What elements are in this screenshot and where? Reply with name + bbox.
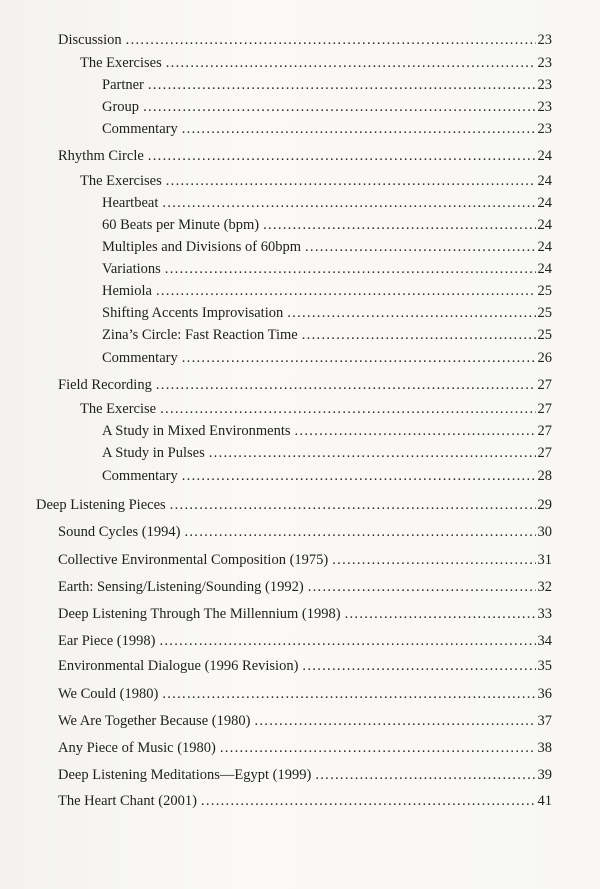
toc-entry-title: The Exercises (80, 55, 162, 71)
toc-entry-we-are-together (58, 711, 552, 731)
toc-entry-title: Deep Listening Meditations—Egypt (1999) (58, 767, 312, 783)
toc-entry-page: 39 (537, 767, 552, 783)
toc-entry-page: 28 (537, 468, 552, 484)
toc-entry-page: 29 (537, 497, 552, 513)
toc-entry-title: Rhythm Circle (58, 148, 144, 164)
toc-entry-page: 27 (537, 377, 552, 393)
toc-leader (184, 522, 535, 542)
toc-leader (143, 97, 535, 117)
toc-entry-title: A Study in Pulses (102, 445, 205, 461)
toc-entry-title: The Heart Chant (2001) (58, 793, 197, 809)
toc-entry-variations (102, 259, 552, 279)
toc-entry-page: 24 (537, 261, 552, 277)
toc-entry-deep-listening-pieces (36, 495, 552, 515)
toc-entry-title: Any Piece of Music (1980) (58, 740, 216, 756)
toc-entry-title: Shifting Accents Improvisation (102, 305, 284, 321)
toc-entry-page: 37 (537, 713, 552, 729)
toc-entry-page: 41 (537, 793, 552, 809)
toc-entry-title: Zina’s Circle: Fast Reaction Time (102, 327, 298, 343)
toc-entry-title: Commentary (102, 121, 178, 137)
toc-entry-page: 38 (537, 740, 552, 756)
toc-leader (182, 348, 536, 368)
toc-entry-page: 25 (537, 283, 552, 299)
toc-leader (295, 421, 536, 441)
toc-entry-page: 23 (537, 32, 552, 48)
toc-entry-page: 24 (537, 217, 552, 233)
toc-entry-page: 23 (537, 77, 552, 93)
toc-leader (287, 303, 535, 323)
toc-entry-environmental-dialogue (58, 656, 552, 676)
toc-entry-field-recording (58, 375, 552, 395)
toc-leader (166, 171, 536, 191)
toc-leader (308, 577, 536, 597)
toc-entry-page: 33 (537, 606, 552, 622)
toc-entry-page: 32 (537, 579, 552, 595)
toc-entry-page: 24 (537, 173, 552, 189)
toc-entry-title: Collective Environmental Composition (1975) (58, 552, 329, 568)
toc-leader (156, 375, 536, 395)
toc-entry-hemiola (102, 281, 552, 301)
toc-entry-rhythm-circle (58, 146, 552, 166)
toc-entry-title: Field Recording (58, 377, 152, 393)
toc-entry-sound-cycles (58, 522, 552, 542)
toc-entry-heartbeat (102, 193, 552, 213)
toc-entry-title: Group (102, 99, 140, 115)
toc-entry-page: 23 (537, 121, 552, 137)
toc-leader (315, 765, 535, 785)
toc-leader (126, 30, 536, 50)
toc-leader (162, 684, 535, 704)
toc-entry-title: Variations (102, 261, 161, 277)
toc-leader (148, 146, 536, 166)
toc-entry-collective-environmental (58, 550, 552, 570)
toc-entry-commentary (102, 119, 552, 139)
toc-entry-commentary (102, 348, 552, 368)
toc-entry-heart-chant (58, 791, 552, 811)
toc-entry-page: 24 (537, 195, 552, 211)
toc-entry-title: Hemiola (102, 283, 152, 299)
toc-entry-page: 24 (537, 239, 552, 255)
toc-entry-page: 30 (537, 524, 552, 540)
toc-entry-title: Heartbeat (102, 195, 159, 211)
toc-entry-title: Deep Listening Pieces (36, 497, 166, 513)
toc-entry-millennium (58, 604, 552, 624)
toc-entry-page: 27 (537, 401, 552, 417)
toc-leader (182, 466, 536, 486)
toc-entry-multiples (102, 237, 552, 257)
toc-entry-page: 27 (537, 445, 552, 461)
toc-entry-any-piece-of-music (58, 738, 552, 758)
toc-entry-discussion (58, 30, 552, 50)
toc-entry-page: 25 (537, 305, 552, 321)
toc-leader (165, 259, 536, 279)
toc-entry-title: Commentary (102, 468, 178, 484)
toc-entry-title: Environmental Dialogue (1996 Revision) (58, 658, 299, 674)
toc-leader (156, 281, 536, 301)
toc-entry-title: A Study in Mixed Environments (102, 423, 291, 439)
toc-entry-title: Discussion (58, 32, 122, 48)
toc-entry-page: 36 (537, 686, 552, 702)
toc-entry-ear-piece (58, 631, 552, 651)
toc-entry-title: Multiples and Divisions of 60bpm (102, 239, 301, 255)
toc-entry-page: 26 (537, 350, 552, 366)
toc-entry-shifting-accents (102, 303, 552, 323)
toc-leader (302, 325, 536, 345)
toc-leader (162, 193, 535, 213)
toc-entry-the-exercise (80, 399, 552, 419)
toc-entry-we-could (58, 684, 552, 704)
toc-leader (332, 550, 535, 570)
toc-leader (159, 631, 535, 651)
toc-entry-mixed-environments (102, 421, 552, 441)
toc-leader (263, 215, 535, 235)
toc-entry-page: 34 (537, 633, 552, 649)
toc-entry-page: 35 (537, 658, 552, 674)
toc-entry-study-in-pulses (102, 443, 552, 463)
toc-entry-page: 27 (537, 423, 552, 439)
toc-entry-partner (102, 75, 552, 95)
toc-entry-title: The Exercise (80, 401, 157, 417)
toc-leader (345, 604, 536, 624)
toc-entry-title: We Could (1980) (58, 686, 159, 702)
toc-leader (148, 75, 536, 95)
toc-leader (305, 237, 536, 257)
toc-entry-the-exercises (80, 53, 552, 73)
toc-entry-60-bpm (102, 215, 552, 235)
toc-entry-title: Sound Cycles (1994) (58, 524, 181, 540)
toc-entry-page: 23 (537, 55, 552, 71)
toc-entry-title: Earth: Sensing/Listening/Sounding (1992) (58, 579, 304, 595)
toc-entry-title: 60 Beats per Minute (bpm) (102, 217, 260, 233)
toc-leader (254, 711, 535, 731)
toc-entry-group (102, 97, 552, 117)
toc-entry-page: 23 (537, 99, 552, 115)
toc-leader (182, 119, 536, 139)
toc-leader (201, 791, 536, 811)
toc-entry-earth-sensing (58, 577, 552, 597)
toc-leader (302, 656, 535, 676)
toc-entry-page: 24 (537, 148, 552, 164)
toc-entry-page: 31 (537, 552, 552, 568)
toc-entry-title: We Are Together Because (1980) (58, 713, 251, 729)
toc-entry-meditations-egypt (58, 765, 552, 785)
toc-entry-title: Deep Listening Through The Millennium (1998) (58, 606, 341, 622)
toc-leader (160, 399, 535, 419)
toc-leader (220, 738, 536, 758)
toc-entry-title: Partner (102, 77, 144, 93)
toc-leader (170, 495, 536, 515)
toc-entry-title: Ear Piece (1998) (58, 633, 156, 649)
toc-entry-title: Commentary (102, 350, 178, 366)
toc-entry-title: The Exercises (80, 173, 162, 189)
toc-entry-the-exercises (80, 171, 552, 191)
toc-leader (166, 53, 536, 73)
toc-leader (209, 443, 536, 463)
toc-entry-page: 25 (537, 327, 552, 343)
toc-entry-zinas-circle (102, 325, 552, 345)
toc-entry-commentary (102, 466, 552, 486)
